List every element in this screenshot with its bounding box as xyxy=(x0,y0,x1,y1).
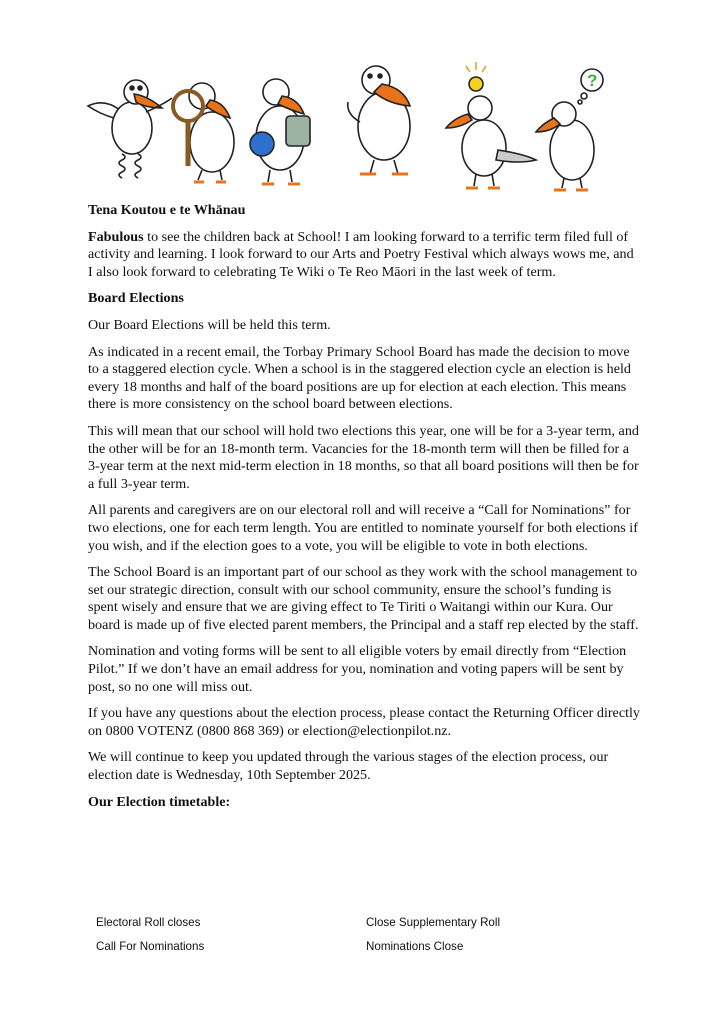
paragraph-school-board-role: The School Board is an important part of our school as they work with the school management to set our strategic direction, consult with our school community, ensure the school’s funding is spent wisely and ensure that we are giving effect to Te Tiriti o Waitangi within our Kura. Our board is made up of five elected parent members, the Principal and a staff rep elected by the staff. xyxy=(88,564,639,633)
timetable-heading: Our Election timetable: xyxy=(88,793,231,810)
svg-text:?: ? xyxy=(587,71,598,90)
bird-standing-icon xyxy=(348,66,410,174)
intro-text: to see the children back at School! I am looking forward to a terrific term filed full of activity and learning. I look forward to our Arts and Poetry Festival which always wows me, and I also look forward to celebrating Te Wiki o Te Reo Māori in the last week of term. xyxy=(88,228,634,280)
timetable-cell: Nominations Close xyxy=(366,939,464,953)
paragraph-held-this-term: Our Board Elections will be held this term. xyxy=(88,316,331,333)
board-elections-heading: Board Elections xyxy=(88,290,184,307)
timetable-cell: Close Supplementary Roll xyxy=(366,915,501,929)
paragraph-electoral-roll: All parents and caregivers are on our electoral roll and will receive a “Call for Nominations” for two elections, one for each term length. You are entitled to nominate yourself for both elections if you wish, and if the election goes to a vote, you will be eligible to vote in both elections. xyxy=(88,502,638,554)
paragraph-election-date: We will continue to keep you updated through the various stages of the election process, our election date is Wednesday, 10th September 2025. xyxy=(88,749,609,784)
intro-lead: Fabulous xyxy=(88,228,144,245)
paragraph-two-elections: This will mean that our school will hold two elections this year, one will be for a 3-year term, and the other will be for an 18-month term. Vacancies for the 18-month term will then be filled for a 3-year term at the next mid-term election in 18 months, so that all board positions will then be for a full 3-year term. xyxy=(88,422,639,492)
timetable-cell: Call For Nominations xyxy=(96,939,205,953)
bird-springs-icon xyxy=(88,80,172,178)
timetable-row xyxy=(96,910,636,934)
cartoon-birds-illustration xyxy=(84,62,614,196)
paragraph-staggered-cycle: As indicated in a recent email, the Torbay Primary School Board has made the decision to move to a staggered election cycle. When a school is in the staggered election cycle an election is held every 18 months and half of the board positions are up for election at each election. This means there is more consistency on the school board between elections. xyxy=(88,343,631,413)
paragraph-voting-forms: Nomination and voting forms will be sent to all eligible voters by email directly from “Election Pilot.” If we don’t have an email address for you, nomination and voting papers will be sent by post, so no one will miss out. xyxy=(88,643,627,695)
bird-question-icon xyxy=(536,69,603,190)
newsletter-body xyxy=(88,202,640,820)
election-timetable xyxy=(96,910,636,958)
timetable-cell: Electoral Roll closes xyxy=(96,915,201,929)
greeting-heading: Tena Koutou e te Whānau xyxy=(88,202,246,218)
bird-idea-icon xyxy=(446,62,536,188)
timetable-row xyxy=(96,934,636,958)
bird-magnifier-icon xyxy=(173,83,234,182)
paragraph-contact: If you have any questions about the election process, please contact the Returning Officer directly on 0800 VOTENZ (0800 868 369) or election@electionpilot.nz. xyxy=(88,705,640,739)
intro-paragraph xyxy=(88,229,640,282)
bird-globe-icon xyxy=(250,79,310,184)
